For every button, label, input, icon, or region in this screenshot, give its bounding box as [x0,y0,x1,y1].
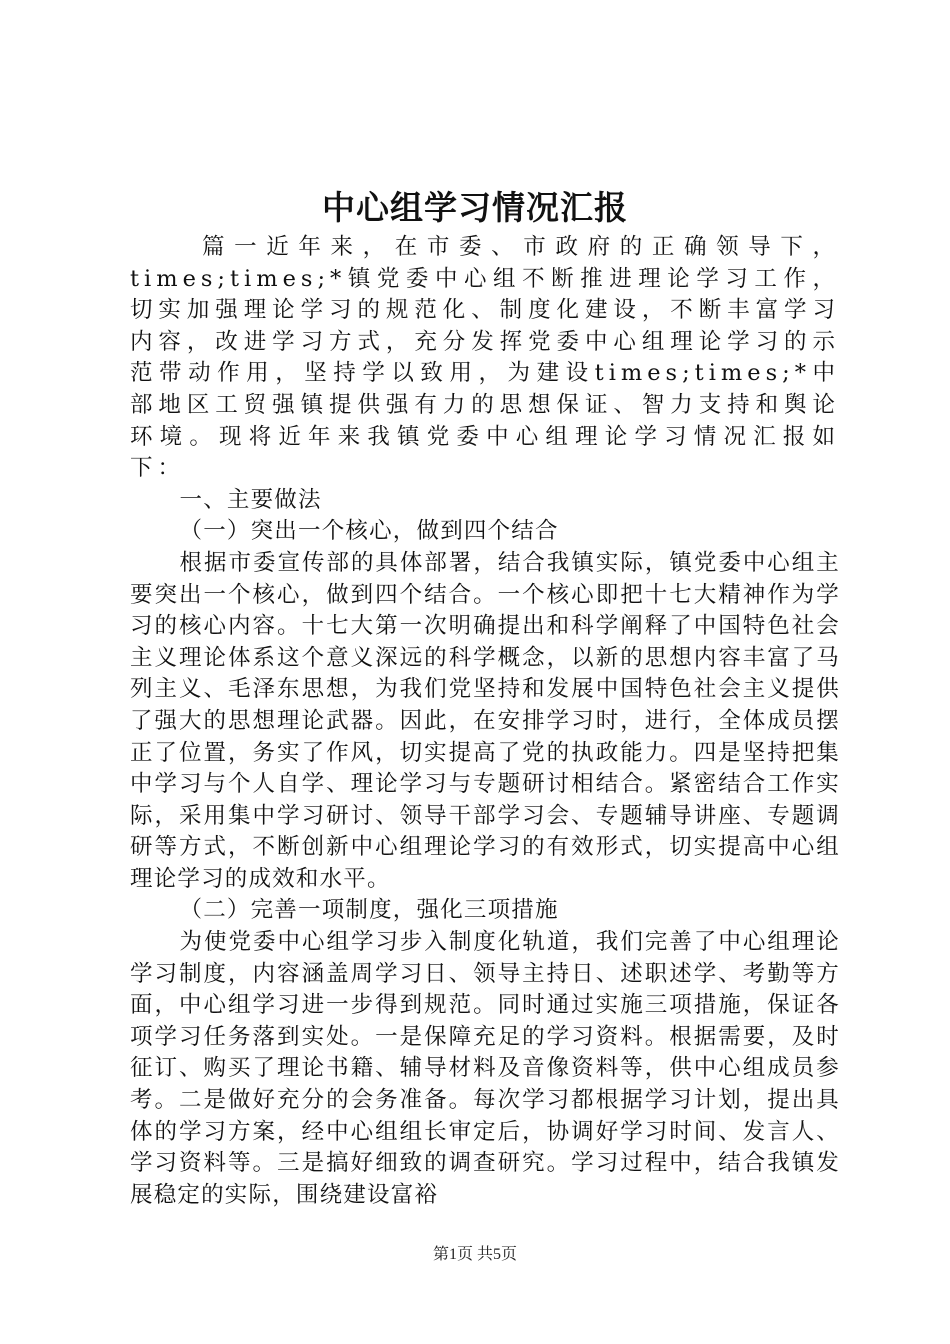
body-paragraph-2: 为使党委中心组学习步入制度化轨道，我们完善了中心组理论学习制度，内容涵盖周学习日、领导主持日、述职述学、考勤等方面，中心组学习进一步得到规范。同时通过实施三项措施，保证各项学习任务落到实处。一是保障充足的学习资料。根据需要，及时征订、购买了理论书籍、辅导材料及音像资料等，供中心组成员参考。二是做好充分的会务准备。每次学习都根据学习计划，提出具体的学习方案，经中心组组长审定后，协调好学习时间、发言人、学习资料等。三是搞好细致的调查研究。学习过程中，结合我镇发展稳定的实际，围绕建设富裕 [130,929,840,1208]
body-paragraph-1: 根据市委宣传部的具体部署，结合我镇实际，镇党委中心组主要突出一个核心，做到四个结合。一个核心即把十七大精神作为学习的核心内容。十七大第一次明确提出和科学阐释了中国特色社会主义理论体系这个意义深远的科学概念，以新的思想内容丰富了马列主义、毛泽东思想，为我们党坚持和发展中国特色社会主义提供了强大的思想理论武器。因此，在安排学习时，进行，全体成员摆正了位置，务实了作风，切实提高了党的执政能力。四是坚持把集中学习与个人自学、理论学习与专题研讨相结合。紧密结合工作实际，采用集中学习研讨、领导干部学习会、专题辅导讲座、专题调研等方式，不断创新中心组理论学习的有效形式，切实提高中心组理论学习的成效和水平。 [130,549,840,892]
document-title: 中心组学习情况汇报 [322,188,628,227]
intro-paragraph: 篇一近年来，在市委、市政府的正确领导下，times;times;*镇党委中心组不断推进理论学习工作，切实加强理论学习的规范化、制度化建设，不断丰富学习内容，改进学习方式，充分发挥党委中心组理论学习的示范带动作用，坚持学以致用，为建设times;times;*中部地区工贸强镇提供强有力的思想保证、智力支持和舆论环境。现将近年来我镇党委中心组理论学习情况汇报如下： [130,234,840,482]
subsection-heading-2: （二）完善一项制度，强化三项措施 [179,897,559,924]
page-footer: 第1页 共5页 [432,1246,517,1263]
subsection-heading-1: （一）突出一个核心，做到四个结合 [179,518,559,545]
document-body [130,232,840,1211]
section-heading: 一、主要做法 [179,486,322,513]
